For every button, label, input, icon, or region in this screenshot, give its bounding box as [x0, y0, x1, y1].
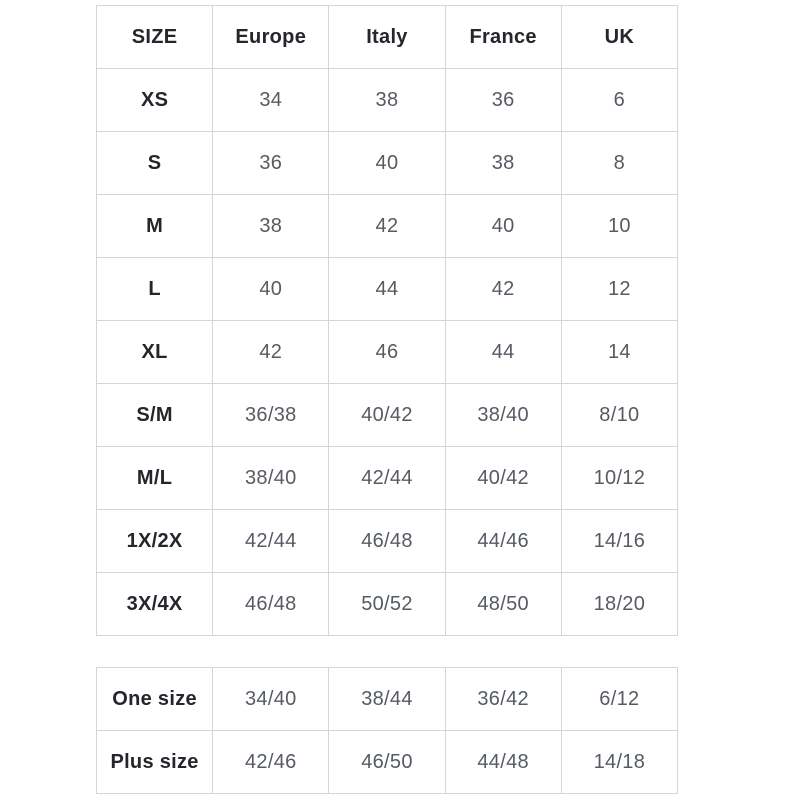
size-value-cell: 44 — [445, 321, 561, 384]
size-column-header: SIZE — [97, 6, 213, 69]
region-column-header: UK — [561, 6, 677, 69]
size-value-cell: 36/38 — [213, 384, 329, 447]
size-value-cell: 12 — [561, 258, 677, 321]
size-conversion-table — [96, 5, 678, 636]
size-value-cell: 40/42 — [329, 384, 445, 447]
size-row — [97, 195, 678, 258]
region-column-header: Italy — [329, 6, 445, 69]
size-value-cell: 36 — [445, 69, 561, 132]
size-value-cell: 44/46 — [445, 510, 561, 573]
size-label-cell: M — [97, 195, 213, 258]
size-value-cell: 38 — [329, 69, 445, 132]
size-row — [97, 573, 678, 636]
size-value-cell: 36 — [213, 132, 329, 195]
size-value-cell: 42/44 — [213, 510, 329, 573]
size-label-cell: 1X/2X — [97, 510, 213, 573]
size-label-cell: S — [97, 132, 213, 195]
size-value-cell: 38/40 — [445, 384, 561, 447]
special-size-row — [97, 668, 678, 731]
size-value-cell: 6 — [561, 69, 677, 132]
size-value-cell: 10/12 — [561, 447, 677, 510]
size-value-cell: 14/18 — [561, 731, 677, 794]
size-label-cell: L — [97, 258, 213, 321]
size-label-cell: M/L — [97, 447, 213, 510]
size-label-cell: One size — [97, 668, 213, 731]
size-label-cell: 3X/4X — [97, 573, 213, 636]
size-row — [97, 321, 678, 384]
size-row — [97, 447, 678, 510]
special-sizes-table — [96, 667, 678, 794]
region-column-header: Europe — [213, 6, 329, 69]
region-column-header: France — [445, 6, 561, 69]
size-row — [97, 69, 678, 132]
size-value-cell: 50/52 — [329, 573, 445, 636]
size-value-cell: 40 — [445, 195, 561, 258]
size-row — [97, 258, 678, 321]
size-value-cell: 10 — [561, 195, 677, 258]
size-value-cell: 36/42 — [445, 668, 561, 731]
size-value-cell: 18/20 — [561, 573, 677, 636]
special-size-row — [97, 731, 678, 794]
size-label-cell: Plus size — [97, 731, 213, 794]
size-value-cell: 42/44 — [329, 447, 445, 510]
size-value-cell: 38 — [213, 195, 329, 258]
size-value-cell: 8/10 — [561, 384, 677, 447]
size-value-cell: 38/40 — [213, 447, 329, 510]
size-value-cell: 40 — [213, 258, 329, 321]
size-label-cell: XL — [97, 321, 213, 384]
size-row — [97, 132, 678, 195]
size-row — [97, 384, 678, 447]
size-value-cell: 40/42 — [445, 447, 561, 510]
size-value-cell: 44 — [329, 258, 445, 321]
size-value-cell: 46 — [329, 321, 445, 384]
size-value-cell: 46/48 — [213, 573, 329, 636]
size-value-cell: 42 — [213, 321, 329, 384]
size-value-cell: 14 — [561, 321, 677, 384]
size-value-cell: 38 — [445, 132, 561, 195]
size-value-cell: 44/48 — [445, 731, 561, 794]
size-value-cell: 42 — [329, 195, 445, 258]
size-row — [97, 510, 678, 573]
size-value-cell: 8 — [561, 132, 677, 195]
size-value-cell: 46/48 — [329, 510, 445, 573]
size-value-cell: 34/40 — [213, 668, 329, 731]
size-value-cell: 42/46 — [213, 731, 329, 794]
size-value-cell: 38/44 — [329, 668, 445, 731]
size-value-cell: 46/50 — [329, 731, 445, 794]
size-value-cell: 14/16 — [561, 510, 677, 573]
size-label-cell: S/M — [97, 384, 213, 447]
size-value-cell: 34 — [213, 69, 329, 132]
size-label-cell: XS — [97, 69, 213, 132]
main-table-body — [97, 69, 678, 636]
extra-table-body — [97, 668, 678, 794]
size-value-cell: 42 — [445, 258, 561, 321]
size-value-cell: 40 — [329, 132, 445, 195]
size-value-cell: 6/12 — [561, 668, 677, 731]
size-value-cell: 48/50 — [445, 573, 561, 636]
main-table-header-row — [97, 6, 678, 69]
